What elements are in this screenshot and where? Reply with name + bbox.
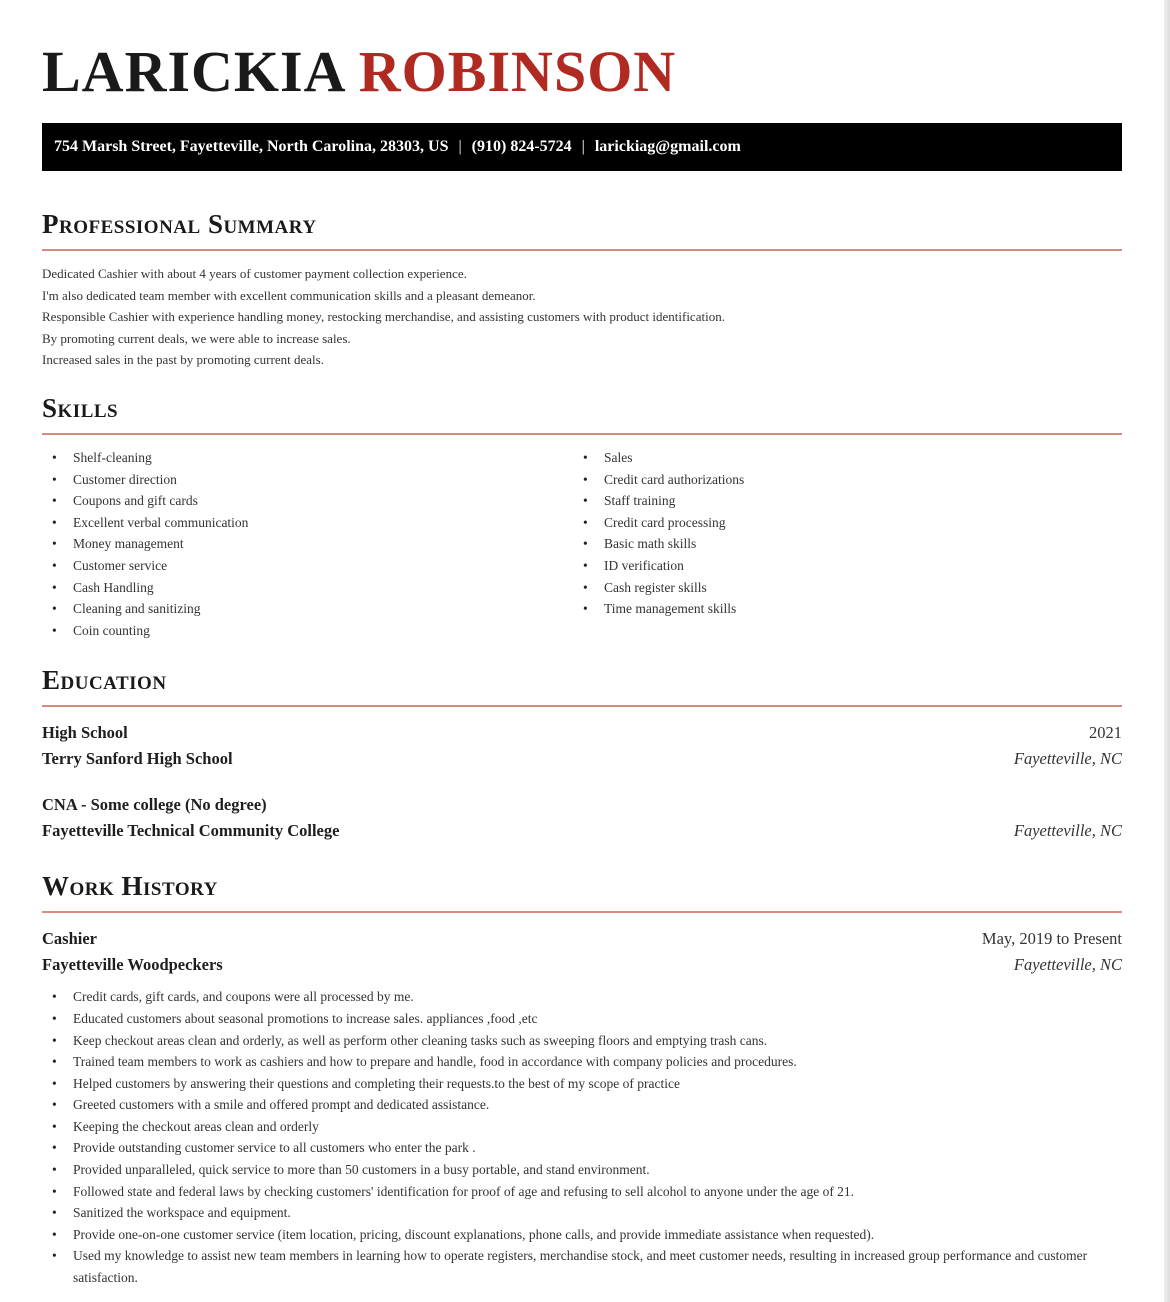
section-title-education: Education: [42, 665, 167, 696]
email: larickiag@gmail.com: [594, 138, 741, 155]
duty-item: • Keep checkout areas clean and orderly, as well as perform other cleaning tasks such as sweeping floors and emptying trash cans.: [42, 1030, 1122, 1052]
skill-item: • Shelf-cleaning: [42, 447, 573, 469]
section-title-skills: Skills: [42, 392, 119, 423]
education-entry: [42, 792, 1122, 844]
summary-text: [42, 263, 1122, 371]
company-name: Fayetteville Woodpeckers: [42, 955, 223, 975]
skill-item: • Credit card authorizations: [573, 469, 1104, 491]
summary-line: Dedicated Cashier with about 4 years of customer payment collection experience.: [42, 266, 467, 281]
graduation-date: 2021: [1089, 723, 1122, 743]
duties-list: [42, 986, 1122, 1288]
candidate-name: [42, 0, 1122, 104]
duty-item: • Provided unparalleled, quick service to more than 50 customers in a busy portable, and stand environment.: [42, 1159, 1122, 1181]
address: 754 Marsh Street, Fayetteville, North Carolina, 28303, US: [54, 138, 449, 155]
work-entry: [42, 926, 1122, 1288]
skills-column-right: [573, 447, 1104, 641]
duty-item: • Helped customers by answering their questions and completing their requests.to the best of my scope of practice: [42, 1073, 1122, 1095]
duty-item: • Used my knowledge to assist new team members in learning how to operate registers, merchandise stock, and meet customer needs, resulting in increased group performance and customer satisfaction.: [42, 1245, 1122, 1288]
duty-item: • Greeted customers with a smile and offered prompt and dedicated assistance.: [42, 1094, 1122, 1116]
skill-item: • ID verification: [573, 555, 1104, 577]
work-row: [42, 926, 1122, 952]
skill-item: • Cash register skills: [573, 577, 1104, 599]
summary-line: I'm also dedicated team member with excellent communication skills and a pleasant demeanor.: [42, 287, 536, 303]
duty-item: • Followed state and federal laws by checking customers' identification for proof of age and refusing to sell alcohol to anyone under the age of 21.: [42, 1181, 1122, 1203]
school-location: Fayetteville, NC: [1013, 821, 1122, 841]
skill-item: • Credit card processing: [573, 512, 1104, 534]
skill-item: • Sales: [573, 447, 1104, 469]
duty-item: • Keeping the checkout areas clean and orderly: [42, 1116, 1122, 1138]
last-name: ROBINSON: [358, 39, 677, 104]
degree: CNA - Some college (No degree): [42, 795, 267, 815]
section-title-summary: Professional Summary: [42, 209, 317, 239]
summary-line: Responsible Cashier with experience handling money, restocking merchandise, and assisting customers with product identification.: [42, 309, 725, 325]
skill-item: • Cleaning and sanitizing: [42, 598, 573, 620]
education-row: [42, 818, 1122, 844]
school-name: Terry Sanford High School: [42, 749, 233, 769]
skill-item: • Coupons and gift cards: [42, 490, 573, 512]
education-entry: [42, 720, 1122, 772]
job-location: Fayetteville, NC: [1013, 955, 1122, 975]
duty-item: • Sanitized the workspace and equipment.: [42, 1202, 1122, 1224]
school-name: Fayetteville Technical Community College: [42, 821, 340, 841]
skill-item: • Coin counting: [42, 620, 573, 642]
skill-item: • Excellent verbal communication: [42, 512, 573, 534]
summary-line: Increased sales in the past by promoting current deals.: [42, 352, 324, 368]
section-divider: [42, 433, 1122, 435]
skill-item: • Basic math skills: [573, 533, 1104, 555]
school-location: Fayetteville, NC: [1013, 749, 1122, 769]
contact-bar: [42, 123, 1122, 171]
education-row: [42, 746, 1122, 772]
duty-item: • Provide outstanding customer service to all customers who enter the park .: [42, 1137, 1122, 1159]
summary-line: By promoting current deals, we were able to increase sales.: [42, 330, 351, 346]
work-row: [42, 952, 1122, 978]
skill-item: • Customer direction: [42, 469, 573, 491]
skills-column-left: [42, 447, 573, 641]
skill-item: • Money management: [42, 533, 573, 555]
contact-separator: |: [581, 138, 585, 155]
education-row: [42, 720, 1122, 746]
page-edge: [1164, 0, 1170, 1302]
contact-separator: |: [458, 138, 462, 155]
first-name: LARICKIA: [42, 39, 344, 104]
duty-item: • Educated customers about seasonal promotions to increase sales. appliances ,food ,etc: [42, 1008, 1122, 1030]
section-divider: [42, 249, 1122, 251]
skill-item: • Staff training: [573, 490, 1104, 512]
skill-item: • Time management skills: [573, 598, 1104, 620]
phone: (910) 824-5724: [471, 138, 572, 155]
job-title: Cashier: [42, 929, 97, 949]
duty-item: • Trained team members to work as cashiers and how to prepare and handle, food in accordance with company policies and procedures.: [42, 1051, 1122, 1073]
duty-item: • Credit cards, gift cards, and coupons were all processed by me.: [42, 986, 1122, 1008]
resume-page: [42, 0, 1122, 1289]
duty-item: • Provide one-on-one customer service (item location, pricing, discount explanations, phone calls, and provide immediate assistance when requested).: [42, 1224, 1122, 1246]
education-row: [42, 792, 1122, 818]
skill-item: • Customer service: [42, 555, 573, 577]
employment-dates: May, 2019 to Present: [981, 929, 1122, 949]
section-divider: [42, 911, 1122, 913]
section-title-work-history: Work History: [42, 871, 218, 902]
degree: High School: [42, 723, 128, 743]
skill-item: • Cash Handling: [42, 577, 573, 599]
section-divider: [42, 705, 1122, 707]
skills-list: [42, 447, 1122, 641]
